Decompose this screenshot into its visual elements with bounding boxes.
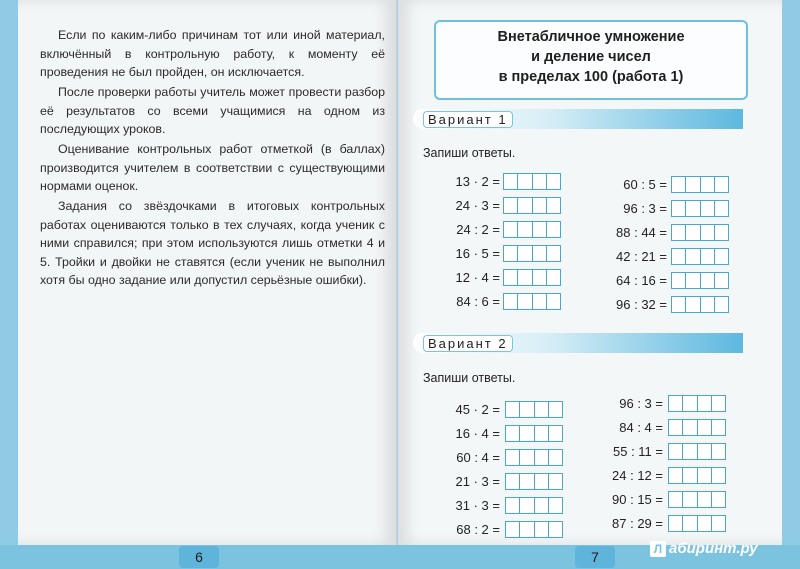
v2-left-answer-6[interactable] [505,521,563,538]
variant-1-instruction: Запиши ответы. [423,146,516,160]
v2-right-ex-5: 90 : 15 = [612,492,663,507]
left-page [18,0,397,545]
variant-1-label: Вариант 1 [423,111,513,128]
v1-right-answer-2[interactable] [671,200,729,217]
v1-right-ex-2: 96 : 3 = [623,201,667,216]
v2-right-ex-4: 24 : 12 = [612,468,663,483]
v1-left-ex-1: 13 · 2 = [455,174,500,189]
v2-left-ex-2: 16 · 4 = [455,426,500,441]
v1-right-ex-1: 60 : 5 = [623,177,667,192]
v2-left-answer-4[interactable] [505,473,563,490]
v2-right-answer-4[interactable] [668,467,726,484]
v1-right-answer-4[interactable] [671,248,729,265]
v2-left-ex-1: 45 · 2 = [455,402,500,417]
v1-left-ex-6: 84 : 6 = [456,294,500,309]
v2-left-ex-3: 60 : 4 = [456,450,500,465]
watermark [650,540,758,557]
v1-left-ex-2: 24 · 3 = [455,198,500,213]
variant-2-instruction: Запиши ответы. [423,371,516,385]
worksheet-title [434,20,748,100]
paragraph-3: Оценивание контрольных работ отметкой (в баллах) производится учителем в соответствии с существующими нормами оценок. [40,142,385,194]
v1-left-answer-4[interactable] [503,245,561,262]
paragraph-2: После проверки работы учитель может провести разбор её результатов со всеми учащимися на одном из последующих уроков. [40,85,385,137]
title-line-3: в пределах 100 (работа 1) [498,69,684,85]
v1-right-ex-3: 88 : 44 = [616,225,667,240]
v1-left-ex-4: 16 · 5 = [455,246,500,261]
v1-left-answer-6[interactable] [503,293,561,310]
v2-right-ex-3: 55 : 11 = [613,444,663,459]
variant-1-header [413,109,743,129]
v2-right-answer-3[interactable] [668,443,726,460]
page-number-left: 6 [179,546,219,568]
variant-2-header [413,333,743,353]
v2-right-answer-1[interactable] [668,395,726,412]
v2-left-answer-5[interactable] [505,497,563,514]
v2-left-answer-2[interactable] [505,425,563,442]
v2-left-ex-5: 31 · 3 = [455,498,500,513]
v2-right-ex-1: 96 : 3 = [619,396,663,411]
v1-left-answer-5[interactable] [503,269,561,286]
v1-left-answer-1[interactable] [503,173,561,190]
v2-right-ex-6: 87 : 29 = [612,516,663,531]
v2-right-answer-2[interactable] [668,419,726,436]
v1-left-ex-5: 12 · 4 = [455,270,500,285]
v1-right-answer-1[interactable] [671,176,729,193]
v2-left-answer-1[interactable] [505,401,563,418]
v2-left-ex-6: 68 : 2 = [456,522,500,537]
labirint-logo-icon: Л [650,541,666,557]
v1-right-answer-5[interactable] [671,272,729,289]
variant-2-label: Вариант 2 [423,335,513,352]
v2-left-answer-3[interactable] [505,449,563,466]
v1-left-answer-2[interactable] [503,197,561,214]
watermark-text: абиринт.ру [669,540,758,557]
v1-right-answer-3[interactable] [671,224,729,241]
v1-left-answer-3[interactable] [503,221,561,238]
left-outer-margin [0,0,18,569]
v1-right-answer-6[interactable] [671,296,729,313]
title-line-1: Внетабличное умножение [497,29,685,45]
right-outer-margin [782,0,800,569]
v2-right-answer-5[interactable] [668,491,726,508]
paragraph-1: Если по каким-либо причинам тот или иной материал, включённый в контрольную работу, к моменту её проведения не был пройден, он исключается. [40,28,385,80]
v1-right-ex-6: 96 : 32 = [616,297,667,312]
v2-right-ex-2: 84 : 4 = [619,420,663,435]
v1-right-ex-5: 64 : 16 = [616,273,667,288]
v2-left-ex-4: 21 · 3 = [455,474,500,489]
v1-right-ex-4: 42 : 21 = [616,249,667,264]
paragraph-4: Задания со звёздочками в итоговых контрольных работах оцениваются только в тех случаях, когда ученик с ними справился; при этом используются лишь отметки 4 и 5. Тройки и двойки не ставятся (если ученик не выполнил хотя бы одно задание или допустил серьёзные ошибки). [40,199,385,288]
title-line-2: и деление чисел [531,49,651,65]
v2-right-answer-6[interactable] [668,515,726,532]
page-number-right: 7 [575,546,615,568]
v1-left-ex-3: 24 : 2 = [456,222,500,237]
